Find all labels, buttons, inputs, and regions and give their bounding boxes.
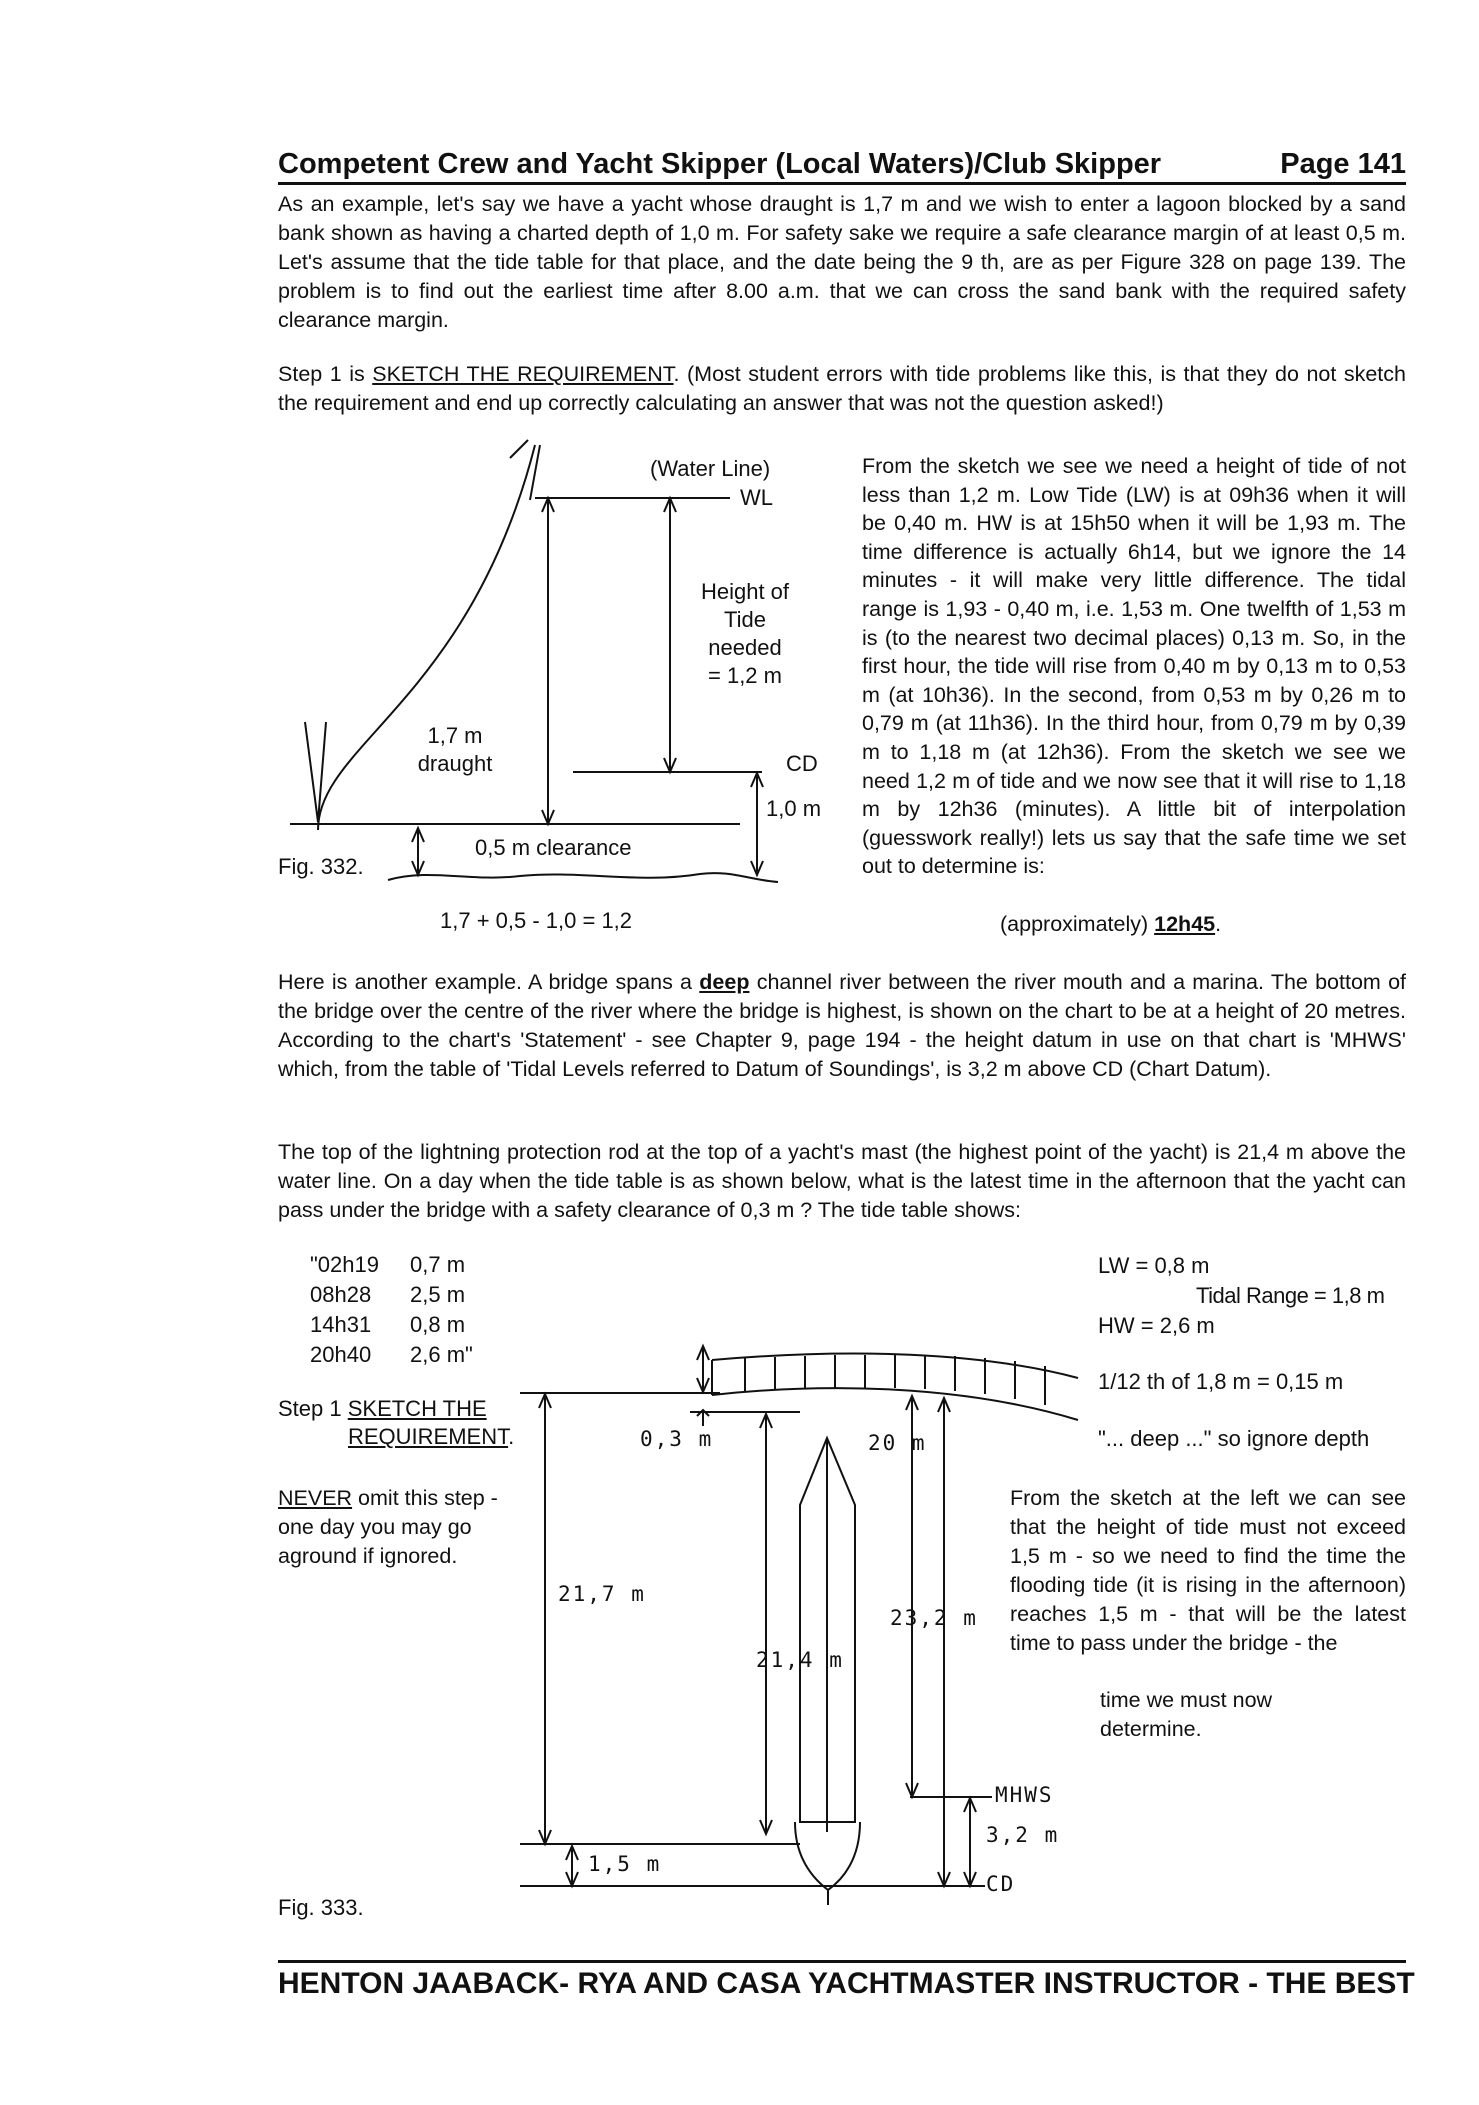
tide-row: 20h40 2,6 m" [310,1342,473,1367]
clearance-03-label: 0,3 m [640,1427,714,1451]
intro-paragraph: As an example, let's say we have a yacht whose draught is 1,7 m and we wish to enter a lagoon blocked by a sand bank shown as having a charted depth of 1,0 m. For safety sake we require a safe clearance margin of at least 0,5 m. Let's assume that the tide table for that place, and the date being the 9 th, are as per Figure 328 on page 139. The problem is to find out the earliest time after 8.00 a.m. that we can cross the sand bank with the required safety clearance margin. [278,192,1406,332]
twelfth-note: 1/12 th of 1,8 m = 0,15 m [1098,1369,1344,1394]
mast-214-label: 21,4 m [756,1648,844,1672]
mhws-label: MHWS [995,1783,1054,1807]
step1-prefix: Step 1 is [278,362,373,386]
fig333-step1: Step 1 SKETCH THE REQUIREMENT. [278,1396,515,1449]
step1-rest: . (Most student errors with tide problems like this, is that they do not sketch the requirement and end up correctly calculating an answer that was not the question asked!) [278,362,1406,415]
fig332-formula: 1,7 + 0,5 - 1,0 = 1,2 [440,908,633,933]
page-footer: HENTON JAABACK- RYA AND CASA YACHTMASTER INSTRUCTOR - THE BEST [278,1960,1406,2001]
bridge-paragraph-1: Here is another example. A bridge spans a deep channel river between the river mouth and a marina. The bottom of the bridge over the centre of the river where the bridge is highest, is shown on the chart to be at a height of 20 metres. According to the chart's 'Statement' - see Chapter 9, page 194 - the height datum in use on that chart is 'MHWS' which, from the table of 'Tidal Levels referred to Datum of Soundings', is 3,2 m above CD (Chart Datum). [278,970,1406,1081]
to-cd-232-label: 23,2 m [890,1606,978,1630]
tide-row: 08h28 2,5 m [310,1282,466,1307]
total-217-label: 21,7 m [558,1582,646,1606]
bridge-paragraph-2: The top of the lightning protection rod at the top of a yacht's mast (the highest point of the yacht) is 21,4 m above the water line. On a day when the tide table is as shown below, what is the latest time in the afternoon that the yacht can pass under the bridge with a safety clearance of 0,3 m ? The tide table shows: [278,1140,1406,1222]
header-title: Competent Crew and Yacht Skipper (Local Waters)/Club Skipper [278,148,1162,180]
tide-row: "02h19 0,7 m [310,1252,466,1277]
tide-row: 14h31 0,8 m [310,1312,466,1337]
fig333-explanation-tail: time we must now determine. [1100,1688,1273,1741]
depth-label: 1,0 m [766,796,822,821]
hw-summary: HW = 2,6 m [1098,1313,1215,1338]
fig332-answer-line: (approximately) 12h45. [1000,912,1222,936]
deep-note: "... deep ..." so ignore depth [1098,1426,1370,1451]
mhws-32-label: 3,2 m [986,1823,1060,1847]
tidal-range-summary: Tidal Range = 1,8 m [1196,1283,1385,1308]
page-number: Page 141 [1280,148,1406,180]
tide-15-label: 1,5 m [588,1852,662,1876]
fig332-caption: Fig. 332. [278,854,364,879]
draught-label: 1,7 m draught [417,723,493,776]
wl-label: WL [740,485,773,510]
height-of-tide-label: Height of Tide needed = 1,2 m [700,579,790,688]
lw-summary: LW = 0,8 m [1098,1253,1210,1278]
fig333-explanation: From the sketch at the left we can see that the height of tide must not exceed 1,5 m - so we need to find the time the flooding tide (it is rising in the afternoon) reaches 1,5 m - that will be the latest time to pass under the bridge - the [1010,1486,1406,1655]
bridge-20m-label: 20 m [868,1431,927,1455]
cd-label: CD [786,751,818,776]
water-line-label: (Water Line) [650,456,771,481]
step1-emphasis: SKETCH THE REQUIREMENT [372,362,674,386]
fig333-caption: Fig. 333. [278,1895,364,1920]
deep-emphasis: deep [699,970,750,994]
never-note: NEVER omit this step - one day you may go aground if ignored. [278,1486,498,1568]
safe-time-answer: 12h45 [1154,912,1216,936]
clearance-label: 0,5 m clearance [475,835,632,860]
cd-label-333: CD [986,1872,1016,1896]
yacht-hull [795,1822,860,1890]
fig332-explanation: From the sketch we see we need a height of tide of not less than 1,2 m. Low Tide (LW) is at 09h36 when it will be 0,40 m. HW is at 15h50 when it will be 1,93 m. The time difference is actually 6h14, but we ignore the 14 minutes - it will make very little difference. The tidal range is 1,93 - 0,40 m, i.e. 1,53 m. One twelfth of 1,53 m is (to the nearest two decimal places) 0,13 m. So, in the first hour, the tide will rise from 0,40 m by 0,13 m to 0,53 m (at 10h36). In the second, from 0,53 m by 0,26 m to 0,79 m (at 11h36). In the third hour, from 0,79 m by 0,39 m to 1,18 m (at 12h36). From the sketch we see we need 1,2 m of tide and we now see that it will rise to 1,18 m by 12h36 (minutes). A little bit of interpolation (guesswork really!) lets us say that the safe time we set out to determine is: [862,454,1406,879]
